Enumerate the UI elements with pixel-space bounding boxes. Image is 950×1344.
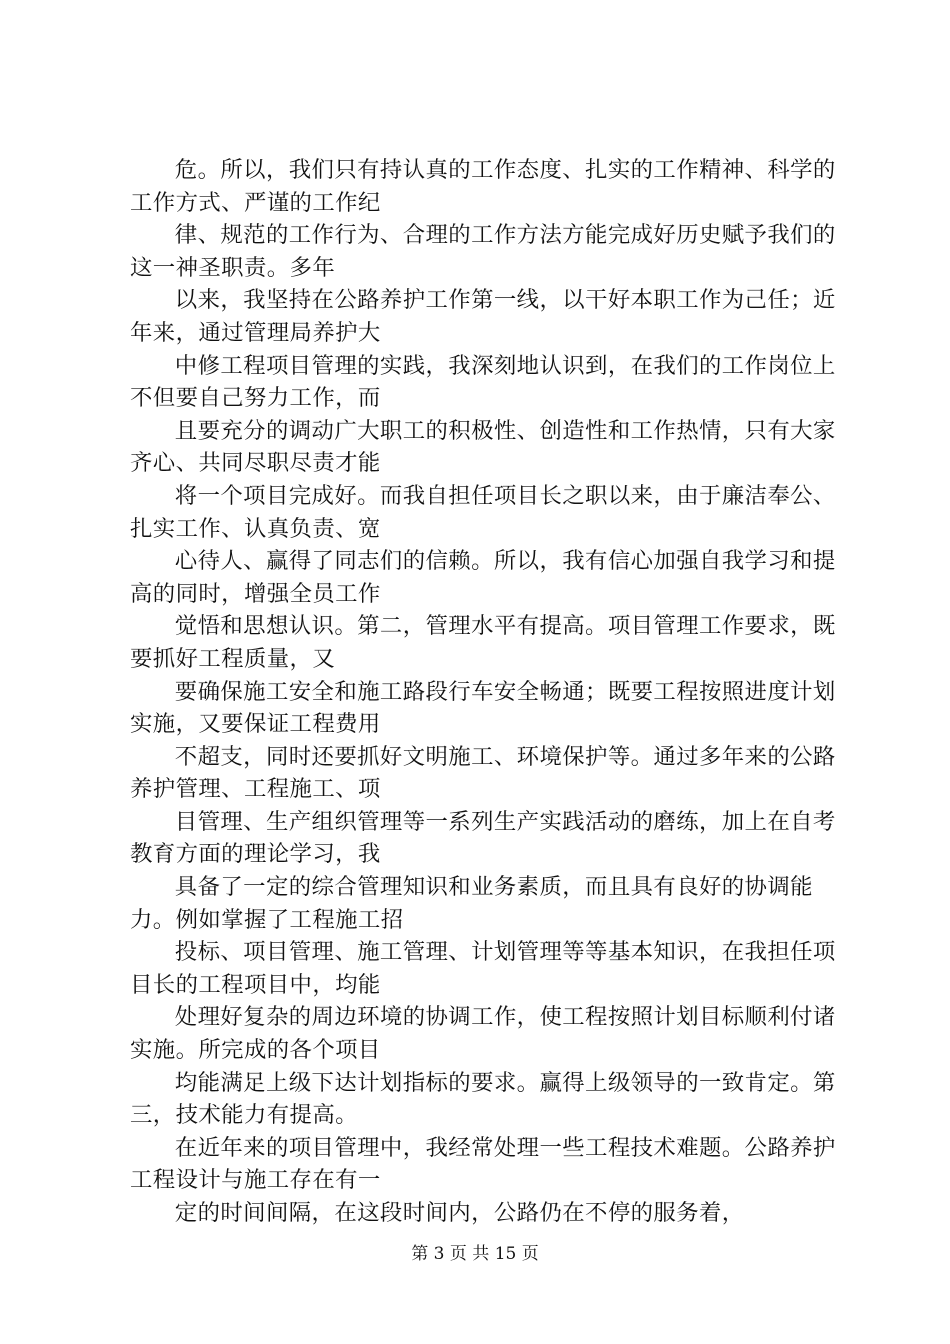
paragraph: 律、规范的工作行为、合理的工作方法方能完成好历史赋予我们的这一神圣职责。多年 bbox=[130, 222, 836, 281]
page-number-footer: 第 3 页 共 15 页 bbox=[411, 1244, 539, 1264]
paragraph: 具备了一定的综合管理知识和业务素质，而且具有良好的协调能力。例如掌握了工程施工招 bbox=[130, 874, 813, 933]
paragraph: 定的时间间隔，在这段时间内，公路仍在不停的服务着， bbox=[174, 1200, 745, 1226]
paragraph: 目管理、生产组织管理等一系列生产实践活动的磨练，加上在自考教育方面的理论学习，我 bbox=[130, 808, 836, 868]
paragraph: 中修工程项目管理的实践，我深刻地认识到，在我们的工作岗位上不但要自己努力工作，而 bbox=[130, 352, 836, 412]
paragraph: 觉悟和思想认识。第二，管理水平有提高。项目管理工作要求，既要抓好工程质量，又 bbox=[130, 613, 836, 672]
document-body bbox=[130, 154, 840, 1230]
paragraph: 将一个项目完成好。而我自担任项目长之职以来，由于廉洁奉公、扎实工作、认真负责、宽 bbox=[130, 482, 836, 542]
paragraph: 且要充分的调动广大职工的积极性、创造性和工作热情，只有大家齐心、共同尽职尽责才能 bbox=[130, 417, 836, 477]
paragraph: 投标、项目管理、施工管理、计划管理等等基本知识，在我担任项目长的工程项目中，均能 bbox=[130, 939, 836, 998]
paragraph: 不超支，同时还要抓好文明施工、环境保护等。通过多年来的公路养护管理、工程施工、项 bbox=[130, 743, 836, 803]
paragraph: 危。所以，我们只有持认真的工作态度、扎实的工作精神、科学的工作方式、严谨的工作纪 bbox=[130, 157, 836, 216]
paragraph: 心待人、赢得了同志们的信赖。所以，我有信心加强自我学习和提高的同时，增强全员工作 bbox=[130, 548, 836, 607]
paragraph: 在近年来的项目管理中，我经常处理一些工程技术难题。公路养护工程设计与施工存在有一 bbox=[130, 1134, 836, 1194]
paragraph: 均能满足上级下达计划指标的要求。赢得上级领导的一致肯定。第三，技术能力有提高。 bbox=[130, 1069, 836, 1129]
paragraph: 处理好复杂的周边环境的协调工作，使工程按照计划目标顺利付诸实施。所完成的各个项目 bbox=[130, 1004, 836, 1064]
paragraph: 要确保施工安全和施工路段行车安全畅通；既要工程按照进度计划实施，又要保证工程费用 bbox=[130, 678, 836, 738]
paragraph: 以来，我坚持在公路养护工作第一线，以干好本职工作为己任；近年来，通过管理局养护大 bbox=[130, 287, 836, 346]
